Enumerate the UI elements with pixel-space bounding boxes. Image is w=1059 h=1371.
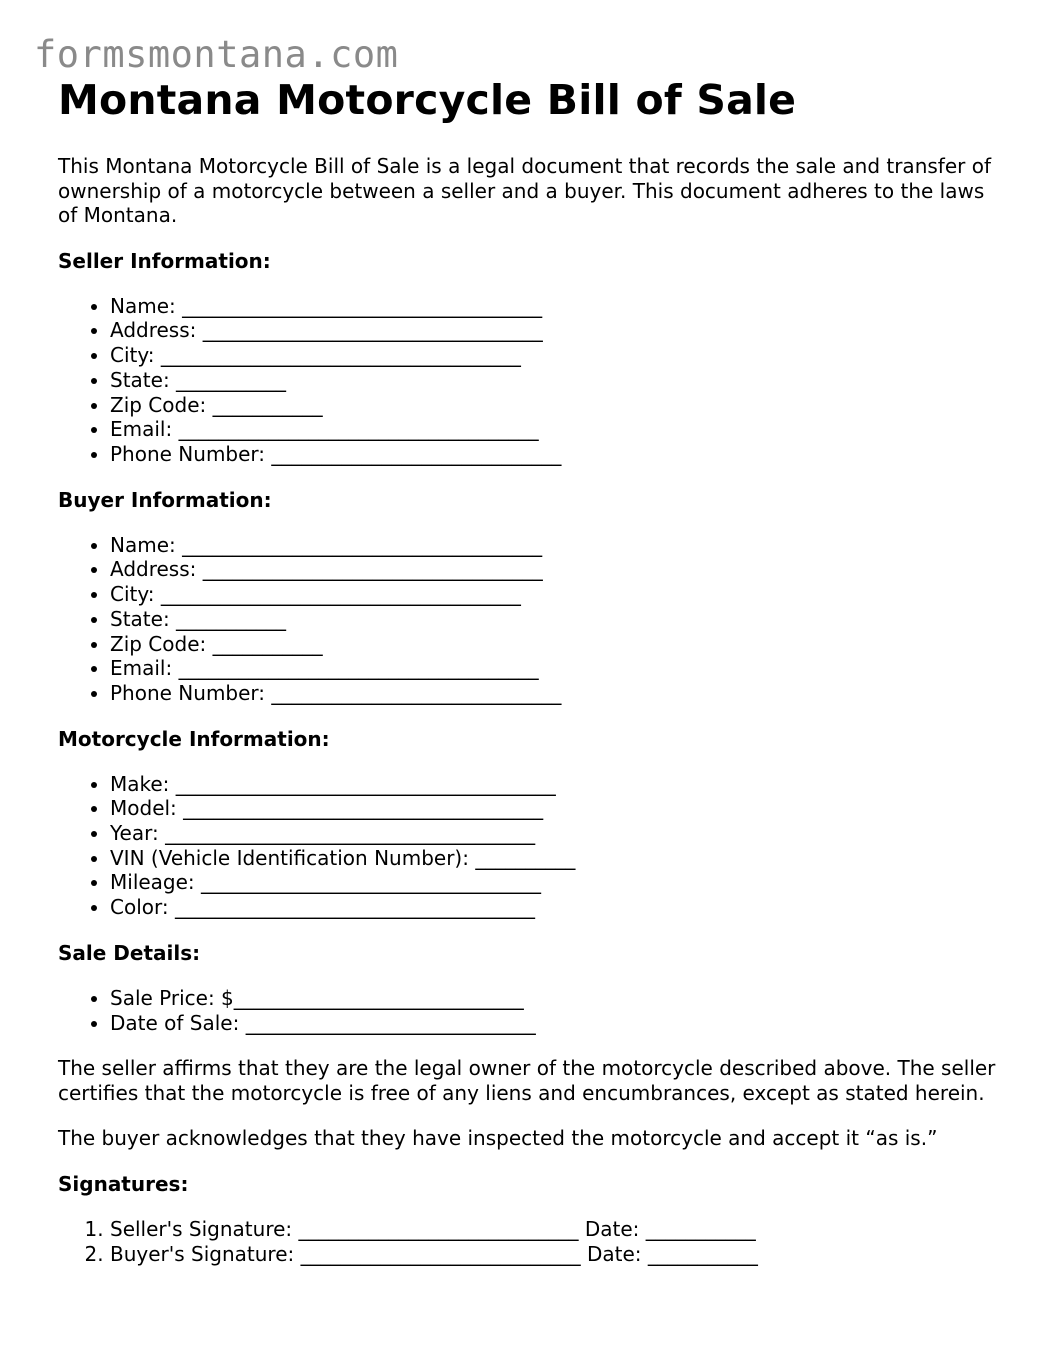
motorcycle-year-field: • Year: _____________________________________ [110, 821, 1008, 846]
sale-price-field: • Sale Price: $_____________________________ [110, 986, 1008, 1011]
buyer-acceptance-paragraph: The buyer acknowledges that they have inspected the motorcycle and accept it “as is.” [58, 1126, 938, 1151]
signatures-section-heading: Signatures: [58, 1172, 189, 1197]
buyer-city-field: • City: ____________________________________ [110, 582, 1008, 607]
motorcycle-mileage-field: • Mileage: __________________________________ [110, 870, 1008, 895]
buyer-email-field: • Email: ____________________________________ [110, 656, 1008, 681]
seller-address-field: • Address: __________________________________ [110, 318, 1008, 343]
motorcycle-section-heading: Motorcycle Information: [58, 726, 330, 751]
seller-affirmation-paragraph: The seller affirms that they are the legal owner of the motorcycle described above. The seller certifies that the motorcycle is free of any liens and encumbrances, except as stated herein. [58, 1056, 996, 1105]
seller-city-field: • City: ____________________________________ [110, 343, 1008, 368]
motorcycle-vin-field: • VIN (Vehicle Identification Number): __________ [110, 846, 1008, 871]
buyer-phone-field: • Phone Number: _____________________________ [110, 681, 1008, 706]
seller-email-field: • Email: ____________________________________ [110, 417, 1008, 442]
seller-name-field: • Name: ____________________________________ [110, 294, 1008, 319]
buyer-name-field: • Name: ____________________________________ [110, 533, 1008, 558]
motorcycle-model-field: • Model: ____________________________________ [110, 796, 1008, 821]
document-body [58, 76, 1008, 1266]
buyer-section-heading: Buyer Information: [58, 487, 272, 512]
site-watermark: formsmontana.com [34, 33, 399, 76]
sale-field-list [58, 986, 1008, 1035]
motorcycle-make-field: • Make: ______________________________________ [110, 772, 1008, 797]
document-title: Montana Motorcycle Bill of Sale [58, 76, 797, 124]
buyer-field-list [58, 533, 1008, 706]
seller-phone-field: • Phone Number: _____________________________ [110, 442, 1008, 467]
motorcycle-field-list [58, 772, 1008, 920]
seller-zip-field: • Zip Code: ___________ [110, 393, 1008, 418]
buyer-zip-field: • Zip Code: ___________ [110, 632, 1008, 657]
seller-signature-line: 1. Seller's Signature: ____________________________ Date: ___________ [110, 1217, 1008, 1242]
signature-list [58, 1217, 1008, 1266]
seller-section-heading: Seller Information: [58, 248, 271, 273]
sale-date-field: • Date of Sale: _____________________________ [110, 1011, 1008, 1036]
intro-paragraph: This Montana Motorcycle Bill of Sale is a legal document that records the sale and transfer of ownership of a motorcycle between a seller and a buyer. This document adheres to the laws of Montana. [58, 154, 991, 228]
seller-field-list [58, 294, 1008, 467]
seller-state-field: • State: ___________ [110, 368, 1008, 393]
motorcycle-color-field: • Color: ____________________________________ [110, 895, 1008, 920]
buyer-state-field: • State: ___________ [110, 607, 1008, 632]
buyer-signature-line: 2. Buyer's Signature: ____________________________ Date: ___________ [110, 1242, 1008, 1267]
sale-section-heading: Sale Details: [58, 940, 201, 965]
buyer-address-field: • Address: __________________________________ [110, 557, 1008, 582]
